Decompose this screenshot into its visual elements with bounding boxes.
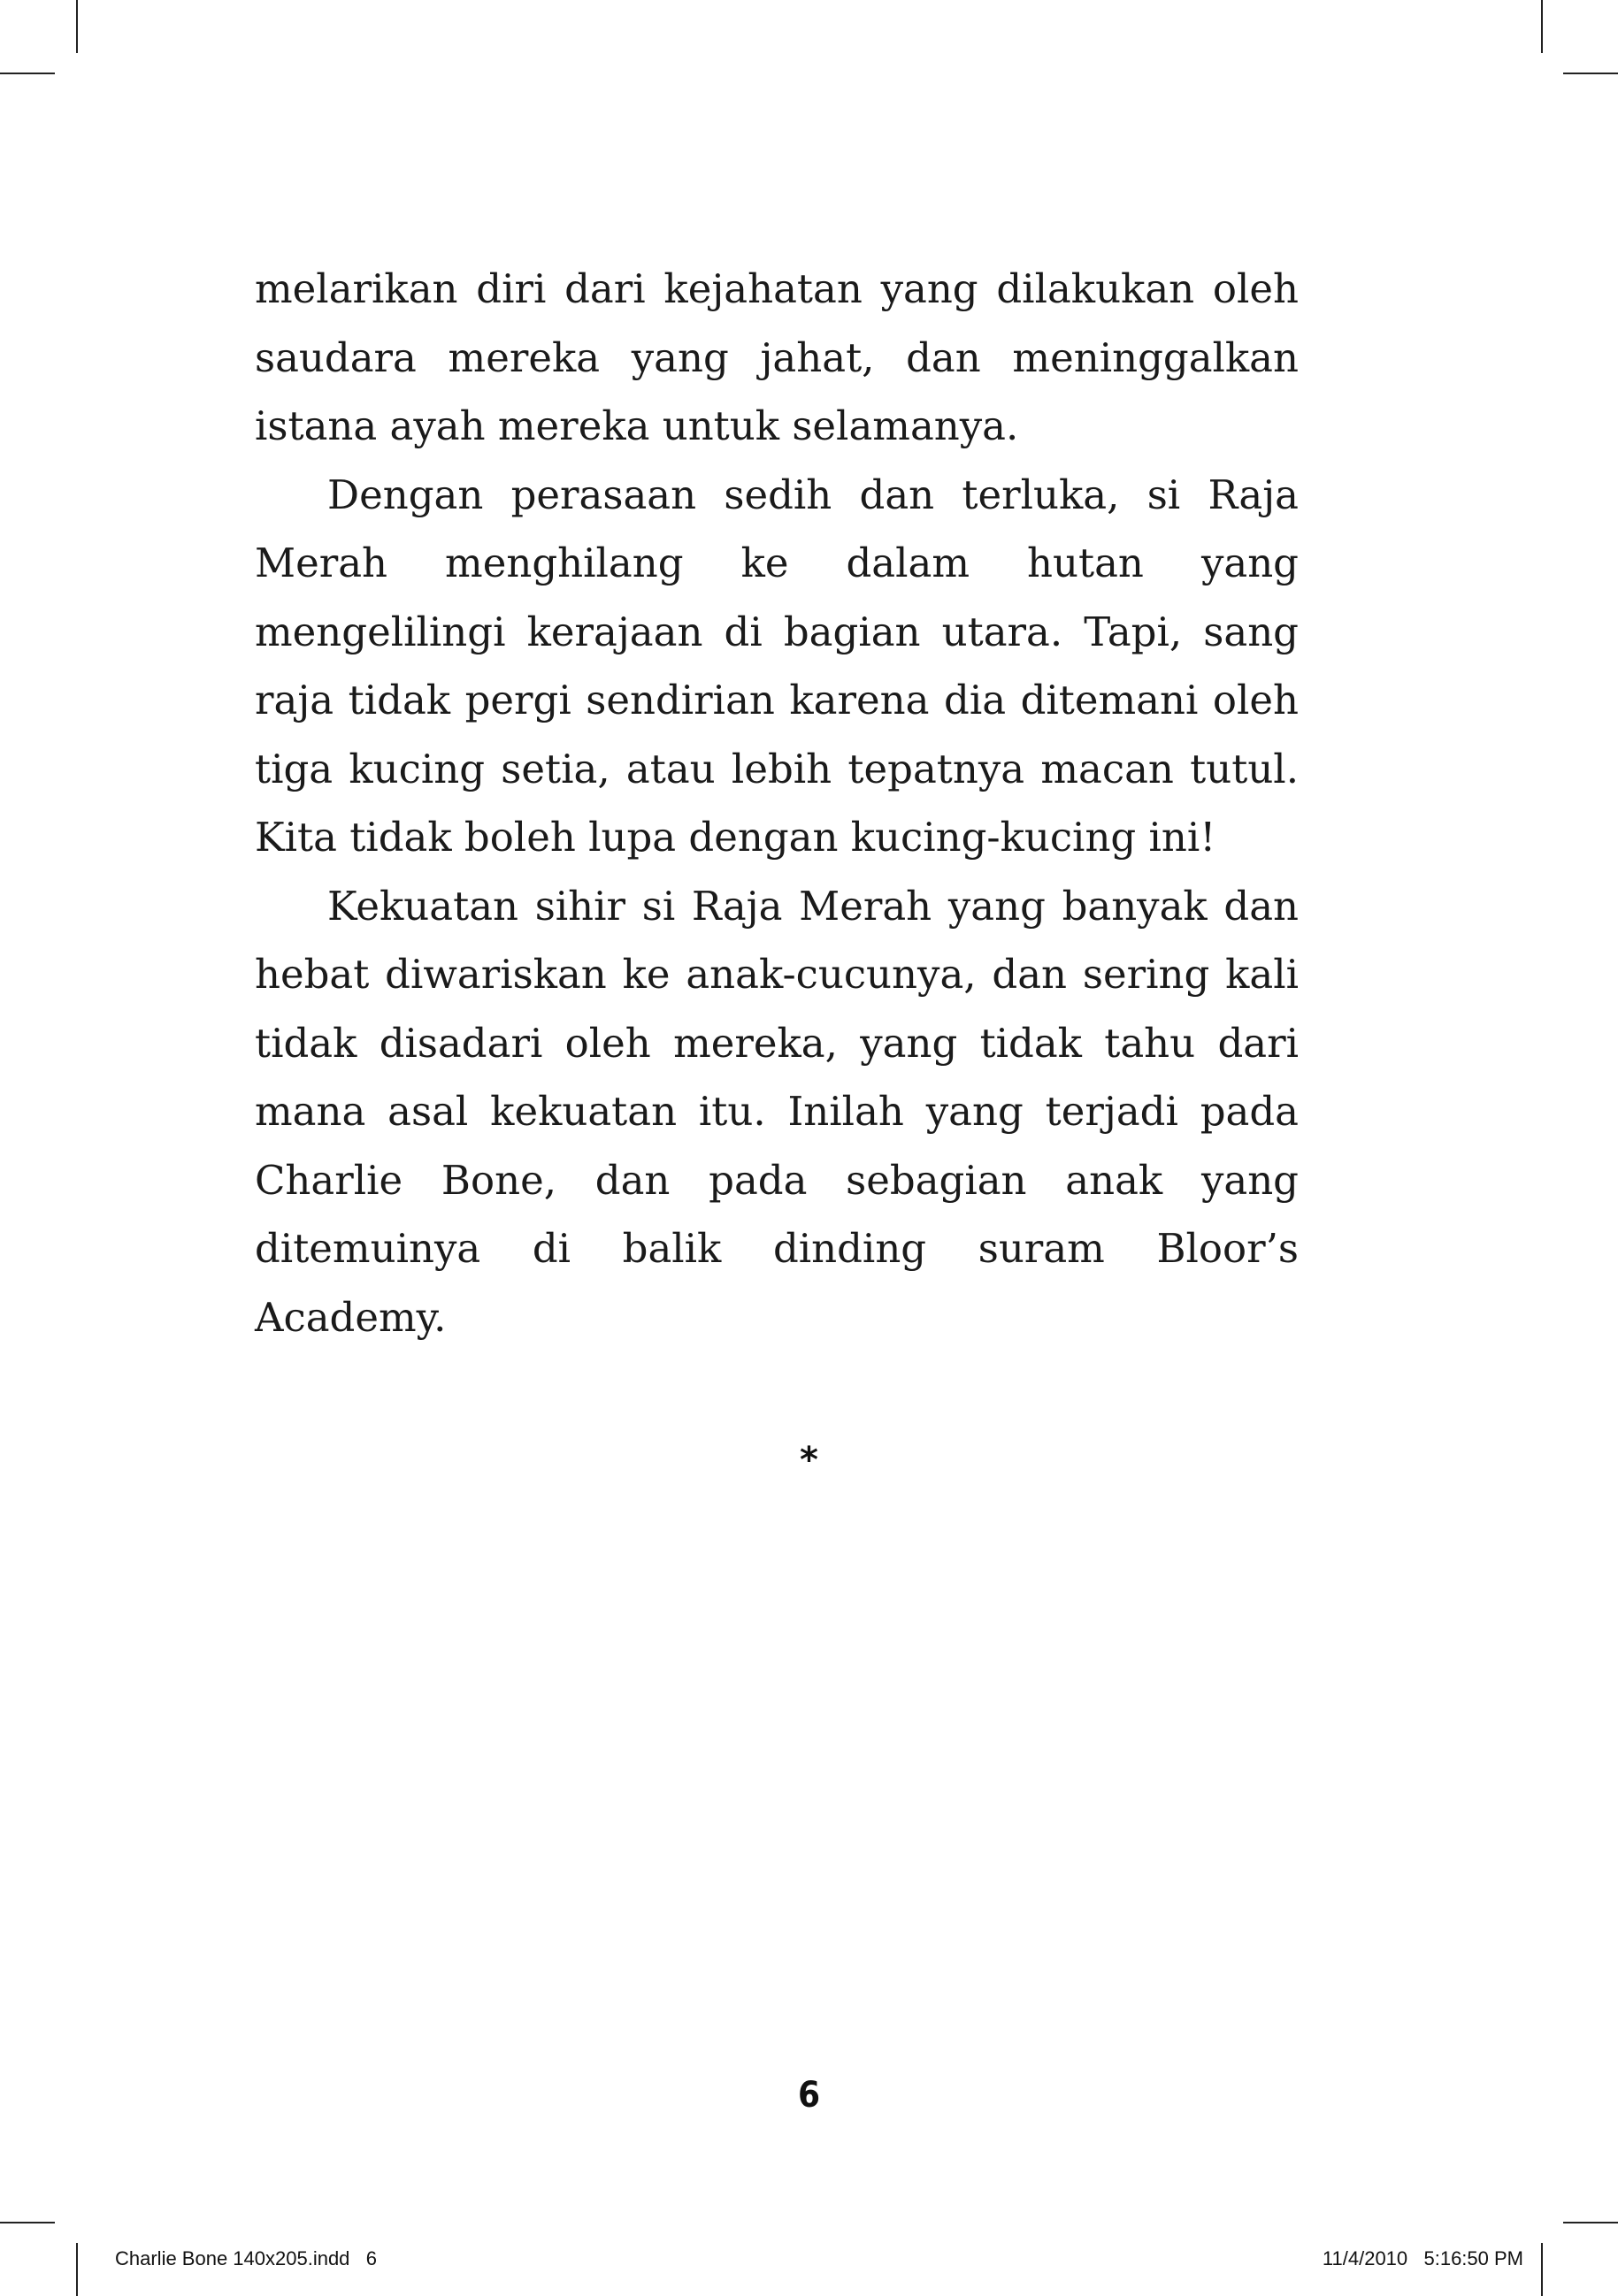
paragraph-1: melarikan diri dari kejahatan yang dilakukan oleh saudara mereka yang jahat, dan meninggalkan istana ayah mereka untuk selamanya. (255, 265, 1299, 449)
paragraph-3: Kekuatan sihir si Raja Merah yang banyak dan hebat diwariskan ke anak-cucunya, dan sering kali tidak disadari oleh mereka, yang tidak tahu dari mana asal kekuatan itu. Inilah yang terjadi pada Charlie Bone, dan pada sebagian anak yang ditemuinya di balik dinding suram Bloor’s Academy. (255, 882, 1299, 1341)
paragraph-2: Dengan perasaan sedih dan terluka, si Raja Merah menghilang ke dalam hutan yang mengelilingi kerajaan di bagian utara. Tapi, sang raja tidak pergi sendirian karena dia ditemani oleh tiga kucing setia, atau lebih tepatnya macan tutul. Kita tidak boleh lupa dengan kucing-kucing ini! (255, 471, 1299, 861)
crop-mark-top-right-horizontal (1563, 73, 1618, 74)
crop-mark-bottom-left-horizontal (0, 2222, 55, 2223)
section-break-asterisk: * (800, 1440, 818, 1481)
slug-timestamp: 11/4/2010 5:16:50 PM (1322, 2247, 1523, 2269)
crop-mark-top-left-vertical (76, 0, 78, 53)
crop-mark-top-left-horizontal (0, 73, 55, 74)
crop-mark-top-right-vertical (1541, 0, 1543, 53)
body-text (255, 255, 1299, 1351)
slug-file-name: Charlie Bone 140x205.indd 6 (115, 2247, 377, 2269)
crop-mark-bottom-left-vertical (76, 2243, 78, 2296)
page-number: 6 (797, 2075, 821, 2116)
crop-mark-bottom-right-horizontal (1563, 2222, 1618, 2223)
crop-mark-bottom-right-vertical (1541, 2243, 1543, 2296)
